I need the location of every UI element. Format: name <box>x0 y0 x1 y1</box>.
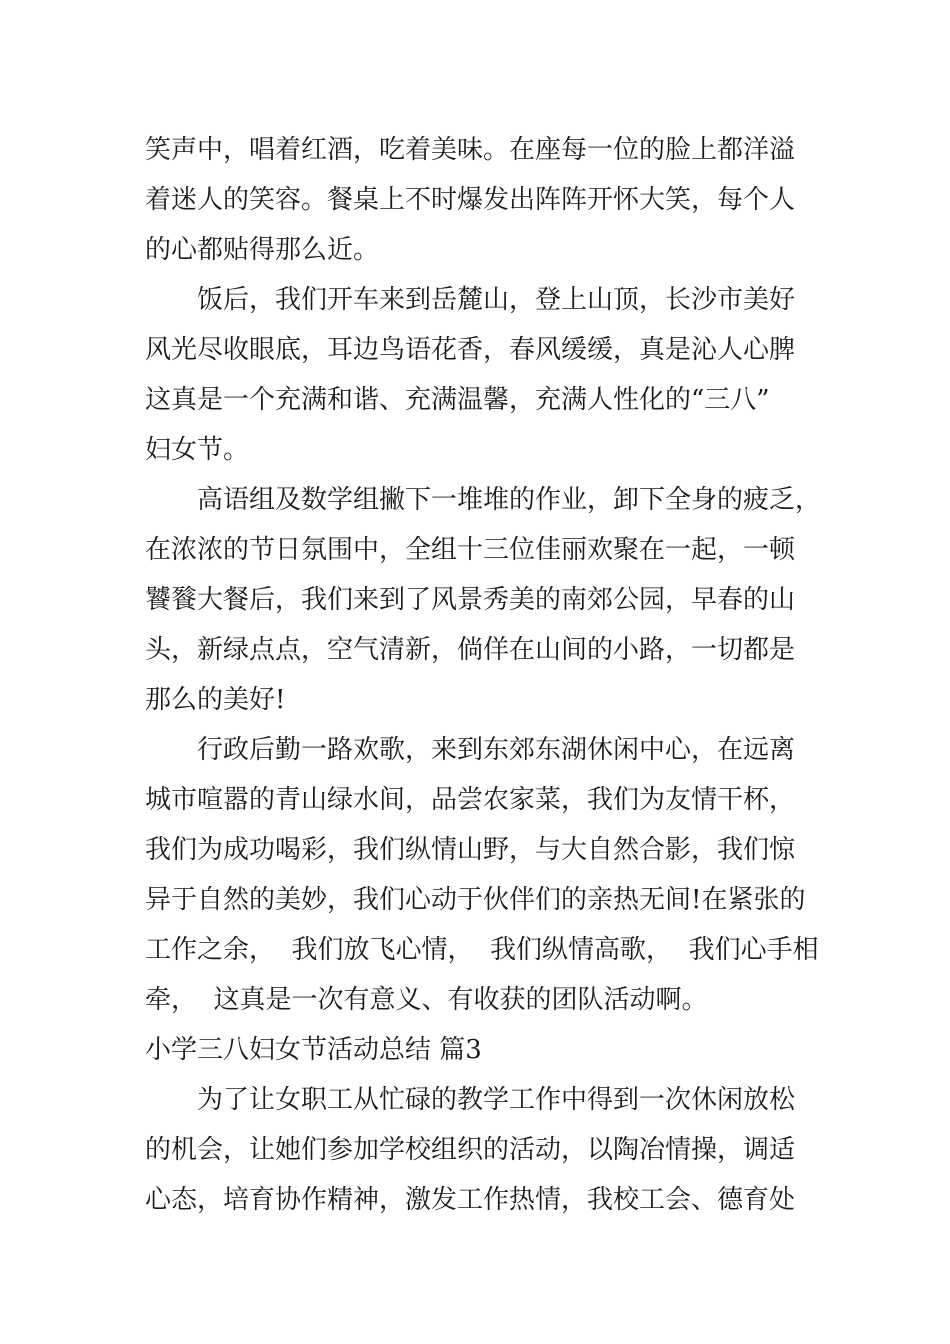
text-line: 城市喧嚣的青山绿水间，品尝农家菜，我们为友情干杯， <box>145 785 796 815</box>
text-line: 笑声中，唱着红酒，吃着美味。在座每一位的脸上都洋溢 <box>145 135 796 165</box>
text-line: 风光尽收眼底，耳边鸟语花香，春风缓缓，真是沁人心脾 <box>145 335 796 365</box>
text-line: 在浓浓的节日氛围中，全组十三位佳丽欢聚在一起，一顿 <box>145 535 796 565</box>
text-line: 工作之余， 我们放飞心情， 我们纵情高歌， 我们心手相 <box>145 935 819 965</box>
text-line: 的心都贴得那么近。 <box>145 235 380 265</box>
text-line: 这真是一个充满和谐、充满温馨，充满人性化的“三八” <box>145 385 770 415</box>
text-line: 那么的美好! <box>145 685 286 715</box>
paragraph-start-line: 高语组及数学组撇下一堆堆的作业，卸下全身的疲乏， <box>197 485 822 515</box>
text-line: 的机会，让她们参加学校组织的活动，以陶冶情操，调适 <box>145 1135 796 1165</box>
text-line: 饕餮大餐后，我们来到了风景秀美的南郊公园，早春的山 <box>145 585 796 615</box>
text-line: 异于自然的美妙，我们心动于伙伴们的亲热无间!在紧张的 <box>145 885 806 915</box>
paragraph-start-line: 饭后，我们开车来到岳麓山，登上山顶，长沙市美好 <box>197 285 796 315</box>
text-line: 着迷人的笑容。餐桌上不时爆发出阵阵开怀大笑，每个人 <box>145 185 796 215</box>
text-line: 牵， 这真是一次有意义、有收获的团队活动啊。 <box>145 985 708 1015</box>
section-heading: 小学三八妇女节活动总结 篇3 <box>145 1035 482 1065</box>
text-line: 头，新绿点点，空气清新，倘佯在山间的小路，一切都是 <box>145 635 796 665</box>
paragraph-start-line: 为了让女职工从忙碌的教学工作中得到一次休闲放松 <box>197 1085 796 1115</box>
text-line: 我们为成功喝彩，我们纵情山野，与大自然合影，我们惊 <box>145 835 796 865</box>
text-line: 妇女节。 <box>145 435 250 465</box>
text-line: 心态，培育协作精神，激发工作热情，我校工会、德育处 <box>145 1185 796 1215</box>
paragraph-start-line: 行政后勤一路欢歌，来到东郊东湖休闲中心，在远离 <box>197 735 796 765</box>
